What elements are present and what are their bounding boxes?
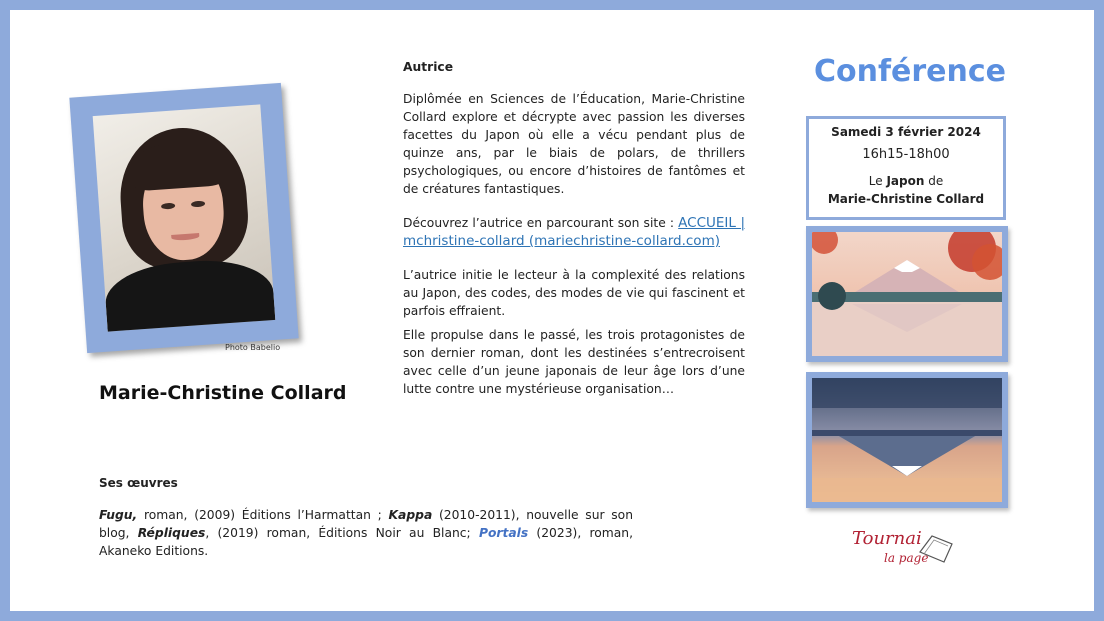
painting-fuji-reflection-image [812, 378, 1002, 502]
painting-fuji-autumn-image [812, 232, 1002, 356]
site-paragraph [403, 214, 745, 250]
bio-paragraph-1: Diplômée en Sciences de l’Éducation, Marie-Christine Collard explore et décrypte avec passion les diverses facettes du Japon où elle a vécu pendant plus de quinze ans, par le biais de polars, de thrillers psychologiques, ou encore d’histoires de fantômes et de créatures fantastiques. [403, 92, 745, 196]
work-detail-kappa: (2010-2011), nouvelle sur son blog, [99, 508, 634, 540]
bio-paragraph-3: Elle propulse dans le passé, les trois protagonistes de son dernier roman, dont les destinées s’entrecroisent avec celle d’un jeune japonais de leur âge lors d’une lutte contre une mystérieuse organisation… [403, 328, 745, 396]
conference-date: Samedi 3 février 2024 [831, 125, 981, 139]
bio-column [403, 58, 745, 414]
author-photo [93, 104, 276, 331]
bio-paragraph-2: L’autrice initie le lecteur à la complexité des relations au Japon, des codes, des modes de vie qui fascinent et parfois effraient. [403, 268, 745, 318]
work-title-kappa: Kappa [388, 508, 433, 522]
logo-word-2: la page [884, 551, 929, 565]
painting-fuji-reflection [806, 372, 1008, 508]
author-photo-frame [69, 83, 298, 353]
tournai-la-page-logo [848, 522, 958, 572]
slide [10, 10, 1094, 611]
conference-info-box [806, 116, 1006, 220]
work-detail-repliques: , (2019) roman, Éditions Noir au Blanc; [205, 526, 479, 540]
subject-prefix: Le [868, 174, 887, 188]
photo-credit: Photo Babelio [225, 343, 281, 352]
conference-title: Conférence [813, 54, 1006, 89]
subject-suffix: de [924, 174, 944, 188]
conference-time: 16h15-18h00 [862, 147, 950, 162]
work-detail-fugu: roman, (2009) Éditions l’Harmattan ; [137, 508, 389, 522]
logo-word-1: Tournai [852, 528, 922, 549]
bio-heading: Autrice [403, 60, 454, 74]
subject-author: Marie-Christine Collard [827, 192, 985, 206]
works-list [99, 506, 633, 560]
conference-subject [809, 172, 1003, 208]
author-name: Marie-Christine Collard [99, 382, 347, 404]
work-title-repliques: Répliques [137, 526, 206, 540]
subject-bold: Japon [886, 174, 925, 188]
work-title-portals: Portals [478, 526, 529, 540]
work-detail-portals: (2023), roman, Akaneko Editions. [99, 526, 633, 558]
site-intro: Découvrez l’autrice en parcourant son site : [403, 216, 675, 230]
painting-fuji-autumn [806, 226, 1008, 362]
works-heading: Ses œuvres [99, 476, 178, 490]
work-title-fugu: Fugu, [99, 508, 138, 522]
author-site-link[interactable]: ACCUEIL | mchristine-collard (mariechristine-collard.com) [403, 215, 745, 249]
